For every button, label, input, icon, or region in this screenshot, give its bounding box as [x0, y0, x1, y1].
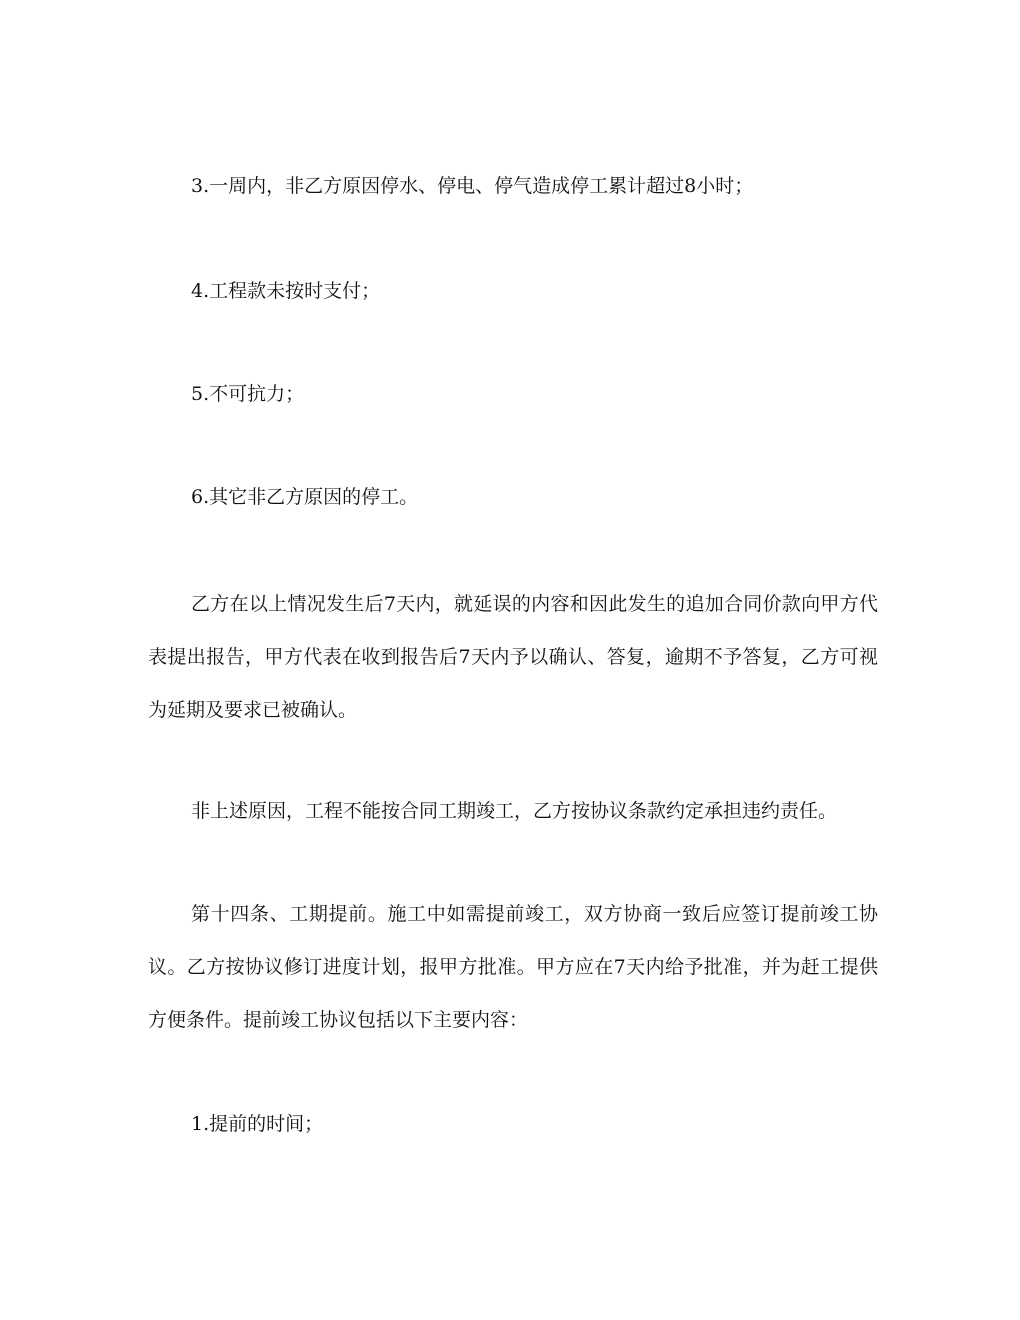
paragraph-item-4: 4.工程款未按时支付； — [191, 280, 381, 302]
paragraph-item-5: 5.不可抗力； — [191, 383, 305, 405]
paragraph-article-14: 第十四条、工期提前。施工中如需提前竣工，双方协商一致后应签订提前竣工协议。乙方按协议修订进度计划，报甲方批准。甲方应在7天内给予批准，并为赶工提供方便条件。提前竣工协议包括以下主要内容： — [148, 903, 878, 1031]
paragraph-early-item-1: 1.提前的时间； — [191, 1113, 324, 1135]
paragraph-breach-liability: 非上述原因，工程不能按合同工期竣工，乙方按协议条款约定承担违约责任。 — [191, 800, 838, 822]
paragraph-delay-report: 乙方在以上情况发生后7天内，就延误的内容和因此发生的追加合同价款向甲方代表提出报告，甲方代表在收到报告后7天内予以确认、答复，逾期不予答复，乙方可视为延期及要求已被确认。 — [148, 593, 878, 721]
paragraph-item-6: 6.其它非乙方原因的停工。 — [191, 486, 419, 508]
paragraph-item-3: 3.一周内，非乙方原因停水、停电、停气造成停工累计超过8小时； — [191, 175, 754, 197]
